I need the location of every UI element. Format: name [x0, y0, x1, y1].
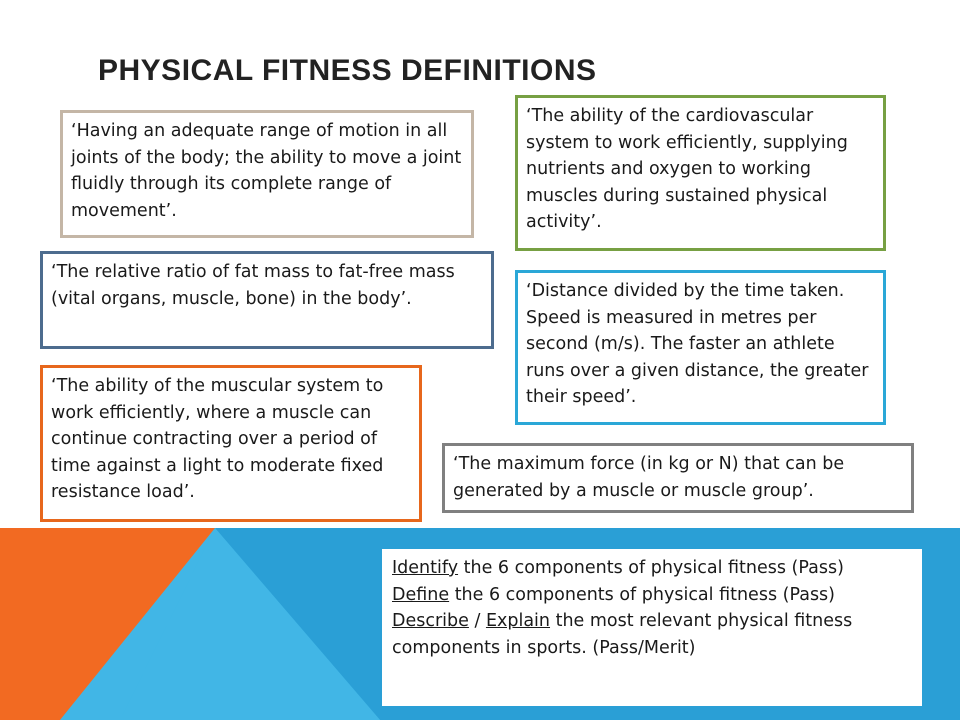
- task-identify: [392, 555, 912, 582]
- task-define-text: the 6 components of physical fitness (Pass): [449, 584, 836, 605]
- task-describe-verb: Describe: [392, 611, 469, 631]
- task-define-verb: Define: [392, 584, 450, 605]
- slide-title: PHYSICAL FITNESS DEFINITIONS: [98, 54, 597, 87]
- definition-box-muscular-endurance: ‘The ability of the muscular system to work efficiently, where a muscle can continue contracting over a period of time against a light to moderate fixed resistance load’.: [40, 365, 422, 522]
- task-box: [382, 549, 922, 706]
- definition-box-cardiovascular: ‘The ability of the cardiovascular system to work efficiently, supplying nutrients and oxygen to working muscles during sustained physical activity’.: [515, 95, 886, 251]
- task-explain-verb: Explain: [485, 611, 551, 631]
- definition-box-flexibility: ‘Having an adequate range of motion in all joints of the body; the ability to move a joint fluidly through its complete range of movement’.: [60, 110, 474, 238]
- task-identify-verb: Identify: [392, 558, 459, 578]
- task-describe-text: the most relevant physical fitness components in sports. (Pass/Merit): [392, 611, 853, 658]
- definition-box-body-composition: ‘The relative ratio of fat mass to fat-free mass (vital organs, muscle, bone) in the body’.: [40, 251, 494, 349]
- definition-box-speed: ‘Distance divided by the time taken. Speed is measured in metres per second (m/s). The faster an athlete runs over a given distance, the greater their speed’.: [515, 270, 886, 425]
- task-slash: /: [468, 611, 486, 631]
- task-describe: [392, 608, 912, 661]
- task-identify-text: the 6 components of physical fitness (Pass): [458, 558, 844, 578]
- task-define: [392, 582, 912, 609]
- definition-box-strength: ‘The maximum force (in kg or N) that can be generated by a muscle or muscle group’.: [442, 443, 914, 513]
